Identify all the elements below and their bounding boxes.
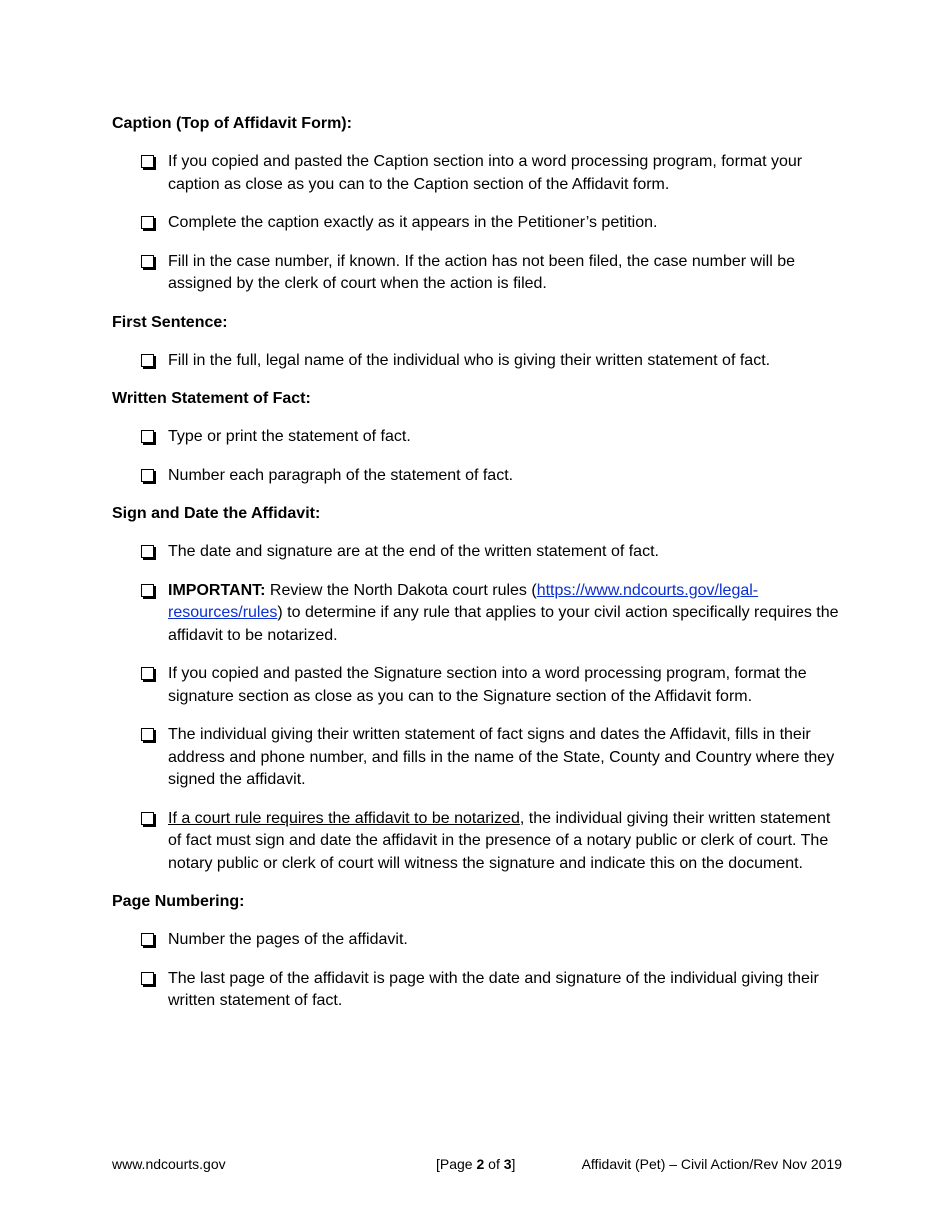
item-text: Fill in the case number, if known. If the action has not been filed, the case number will be assigned by the clerk of court when the action is filed. <box>168 252 796 292</box>
checklist-item <box>112 663 842 708</box>
section-page-numbering <box>112 891 842 1013</box>
section-caption <box>112 113 842 296</box>
item-text: The date and signature are at the end of the written statement of fact. <box>168 543 659 560</box>
item-text: Number each paragraph of the statement of fact. <box>168 466 514 484</box>
section-written-statement <box>112 388 842 487</box>
page-current: 2 <box>476 1156 485 1172</box>
checklist-item <box>112 541 842 564</box>
section-first-sentence <box>112 312 842 373</box>
checklist-item <box>112 426 842 449</box>
footer-page-number <box>436 1155 515 1173</box>
important-label: IMPORTANT: <box>168 581 266 599</box>
checkbox-icon[interactable] <box>141 216 154 229</box>
item-text: The individual giving their written statement of fact signs and dates the Affidavit, fills in their address and phone number, and fills in the name of the State, County and Country where they signed the affidavit. <box>168 726 835 788</box>
checkbox-icon[interactable] <box>141 545 154 558</box>
checkbox-icon[interactable] <box>141 430 154 443</box>
notarized-text: , the individual giving their written statement of fact must sign and date the affidavit in the presence of a notary public or clerk of court. The notary public or clerk of court will witness the signature and indicate this on the document. <box>168 809 831 872</box>
court-rules-link-part-2[interactable]: resources/rules <box>168 604 278 621</box>
checkbox-icon[interactable] <box>141 155 154 168</box>
important-text-post: ) to determine if any rule that applies to your civil action specifically requires the affidavit to be notarized. <box>168 604 839 644</box>
checklist-item <box>112 151 842 196</box>
item-text <box>168 582 839 644</box>
checklist-item <box>112 724 842 792</box>
page-total: 3 <box>503 1156 512 1172</box>
section-heading: Written Statement of Fact: <box>112 390 311 407</box>
item-text: Fill in the full, legal name of the individual who is giving their written statement of fact. <box>168 351 771 369</box>
page-footer <box>112 1155 842 1175</box>
section-sign-date <box>112 503 842 875</box>
section-heading: First Sentence: <box>112 313 228 331</box>
checkbox-icon[interactable] <box>141 728 154 741</box>
page-mid: of <box>484 1156 504 1172</box>
section-heading: Page Numbering: <box>112 893 245 910</box>
item-text: The last page of the affidavit is page with the date and signature of the individual giving their written statement of fact. <box>168 969 819 1009</box>
item-text: If you copied and pasted the Caption section into a word processing program, format your caption as close as you can to the Caption section of the Affidavit form. <box>168 153 803 193</box>
checklist-item <box>112 929 842 952</box>
checkbox-icon[interactable] <box>141 812 154 825</box>
checkbox-icon[interactable] <box>141 354 154 367</box>
checkbox-icon[interactable] <box>141 469 154 482</box>
page-prefix: [Page <box>436 1156 477 1172</box>
checkbox-icon[interactable] <box>141 667 154 680</box>
checkbox-icon[interactable] <box>141 255 154 268</box>
checkbox-icon[interactable] <box>141 972 154 985</box>
important-text-pre: Review the North Dakota court rules ( <box>265 581 537 599</box>
court-rules-link-part-1[interactable]: https://www.ndcourts.gov/legal- <box>536 581 759 599</box>
item-text: Type or print the statement of fact. <box>168 428 411 445</box>
instructions-body <box>112 113 842 1029</box>
checklist-item <box>112 580 842 648</box>
checklist-item <box>112 968 842 1013</box>
notarized-condition: If a court rule requires the affidavit to be notarized <box>168 809 520 827</box>
checkbox-icon[interactable] <box>141 933 154 946</box>
checkbox-icon[interactable] <box>141 584 154 597</box>
item-text: Number the pages of the affidavit. <box>168 931 408 948</box>
item-text <box>168 810 830 872</box>
checklist-item <box>112 808 842 876</box>
page-suffix: ] <box>511 1156 516 1172</box>
checklist-item <box>112 212 842 235</box>
checklist-item <box>112 251 842 296</box>
footer-website: www.ndcourts.gov <box>112 1156 226 1172</box>
section-heading: Caption (Top of Affidavit Form): <box>112 115 352 132</box>
item-text: Complete the caption exactly as it appears in the Petitioner’s petition. <box>168 214 658 231</box>
item-text: If you copied and pasted the Signature section into a word processing program, format the signature section as close as you can to the Signature section of the Affidavit form. <box>168 665 807 705</box>
footer-form-id: Affidavit (Pet) – Civil Action/Rev Nov 2019 <box>581 1156 842 1172</box>
section-heading: Sign and Date the Affidavit: <box>112 505 321 522</box>
checklist-item <box>112 465 842 488</box>
checklist-item <box>112 350 842 373</box>
